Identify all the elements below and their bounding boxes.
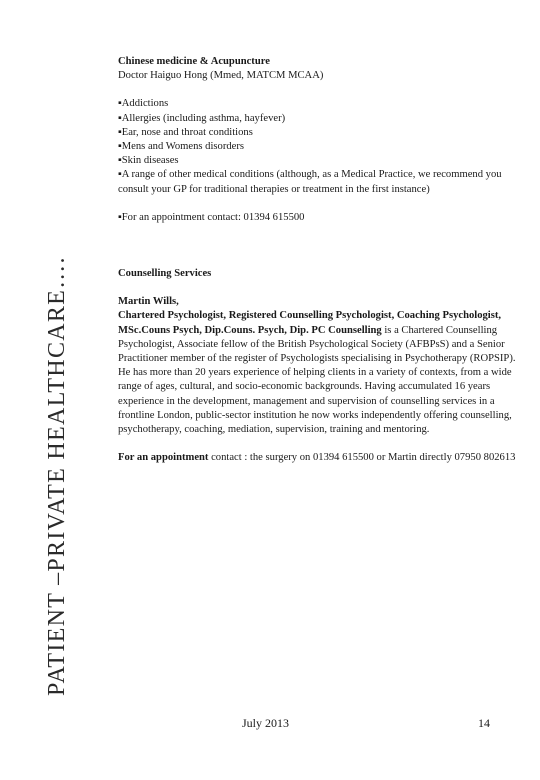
- appointment-contact: ▪For an appointment contact: 01394 615500: [118, 211, 305, 223]
- chinese-medicine-section: [118, 55, 518, 225]
- page-content: [118, 55, 518, 465]
- list-item: ▪Ear, nose and throat conditions: [118, 126, 253, 138]
- practitioner-name: Doctor Haiguo Hong (Mmed, MATCM MCAA): [118, 70, 324, 82]
- conditions-list: [118, 97, 518, 196]
- appointment-label: For an appointment: [118, 452, 209, 464]
- list-item: ▪Allergies (including asthma, hayfever): [118, 112, 286, 124]
- counselling-section: [118, 267, 518, 465]
- side-title: PATIENT –PRIVATE HEALTHCARE….: [44, 256, 70, 696]
- counselling-heading: Counselling Services: [118, 268, 212, 280]
- counsellor-name: Martin Wills,: [118, 296, 179, 308]
- counsellor-bio: [118, 309, 518, 437]
- appointment-details: contact : the surgery on 01394 615500 or Martin directly 07950 802613: [208, 452, 516, 464]
- chinese-medicine-heading: Chinese medicine & Acupuncture: [118, 56, 270, 67]
- counselling-appointment: [118, 451, 518, 465]
- list-item: ▪Skin diseases: [118, 155, 179, 167]
- list-item: ▪A range of other medical conditions (although, as a Medical Practice, we recommend you consult your GP for traditional therapies or treatment in the first instance): [118, 169, 502, 195]
- footer-date: July 2013: [242, 716, 290, 730]
- list-item: ▪Addictions: [118, 98, 169, 110]
- counsellor-description: is a Chartered Counselling Psychologist, Associate fellow of the British Psychological Society (AFBPsS) and a Senior Practitioner member of the register of Psychologists specialising in Psychotherapy (ROPSIP). He has more than 20 years experience of helping clients in a variety of contexts, from a wide range of ages, cultural, and socio-economic backgrounds. Having accumulated 16 years experience in the development, management and supervision of counselling services in a frontline London, public-sector institution he now works independently offering counselling, psychotherapy, coaching, mediation, supervision, training and mentoring.: [118, 324, 516, 436]
- page-number: 14: [478, 716, 490, 730]
- list-item: ▪Mens and Womens disorders: [118, 141, 244, 153]
- counsellor-credentials: Chartered Psychologist, Registered Counselling Psychologist, Coaching Psychologist, MSc.Couns Psych, Dip.Couns. Psych, Dip. PC Counselling: [118, 310, 502, 336]
